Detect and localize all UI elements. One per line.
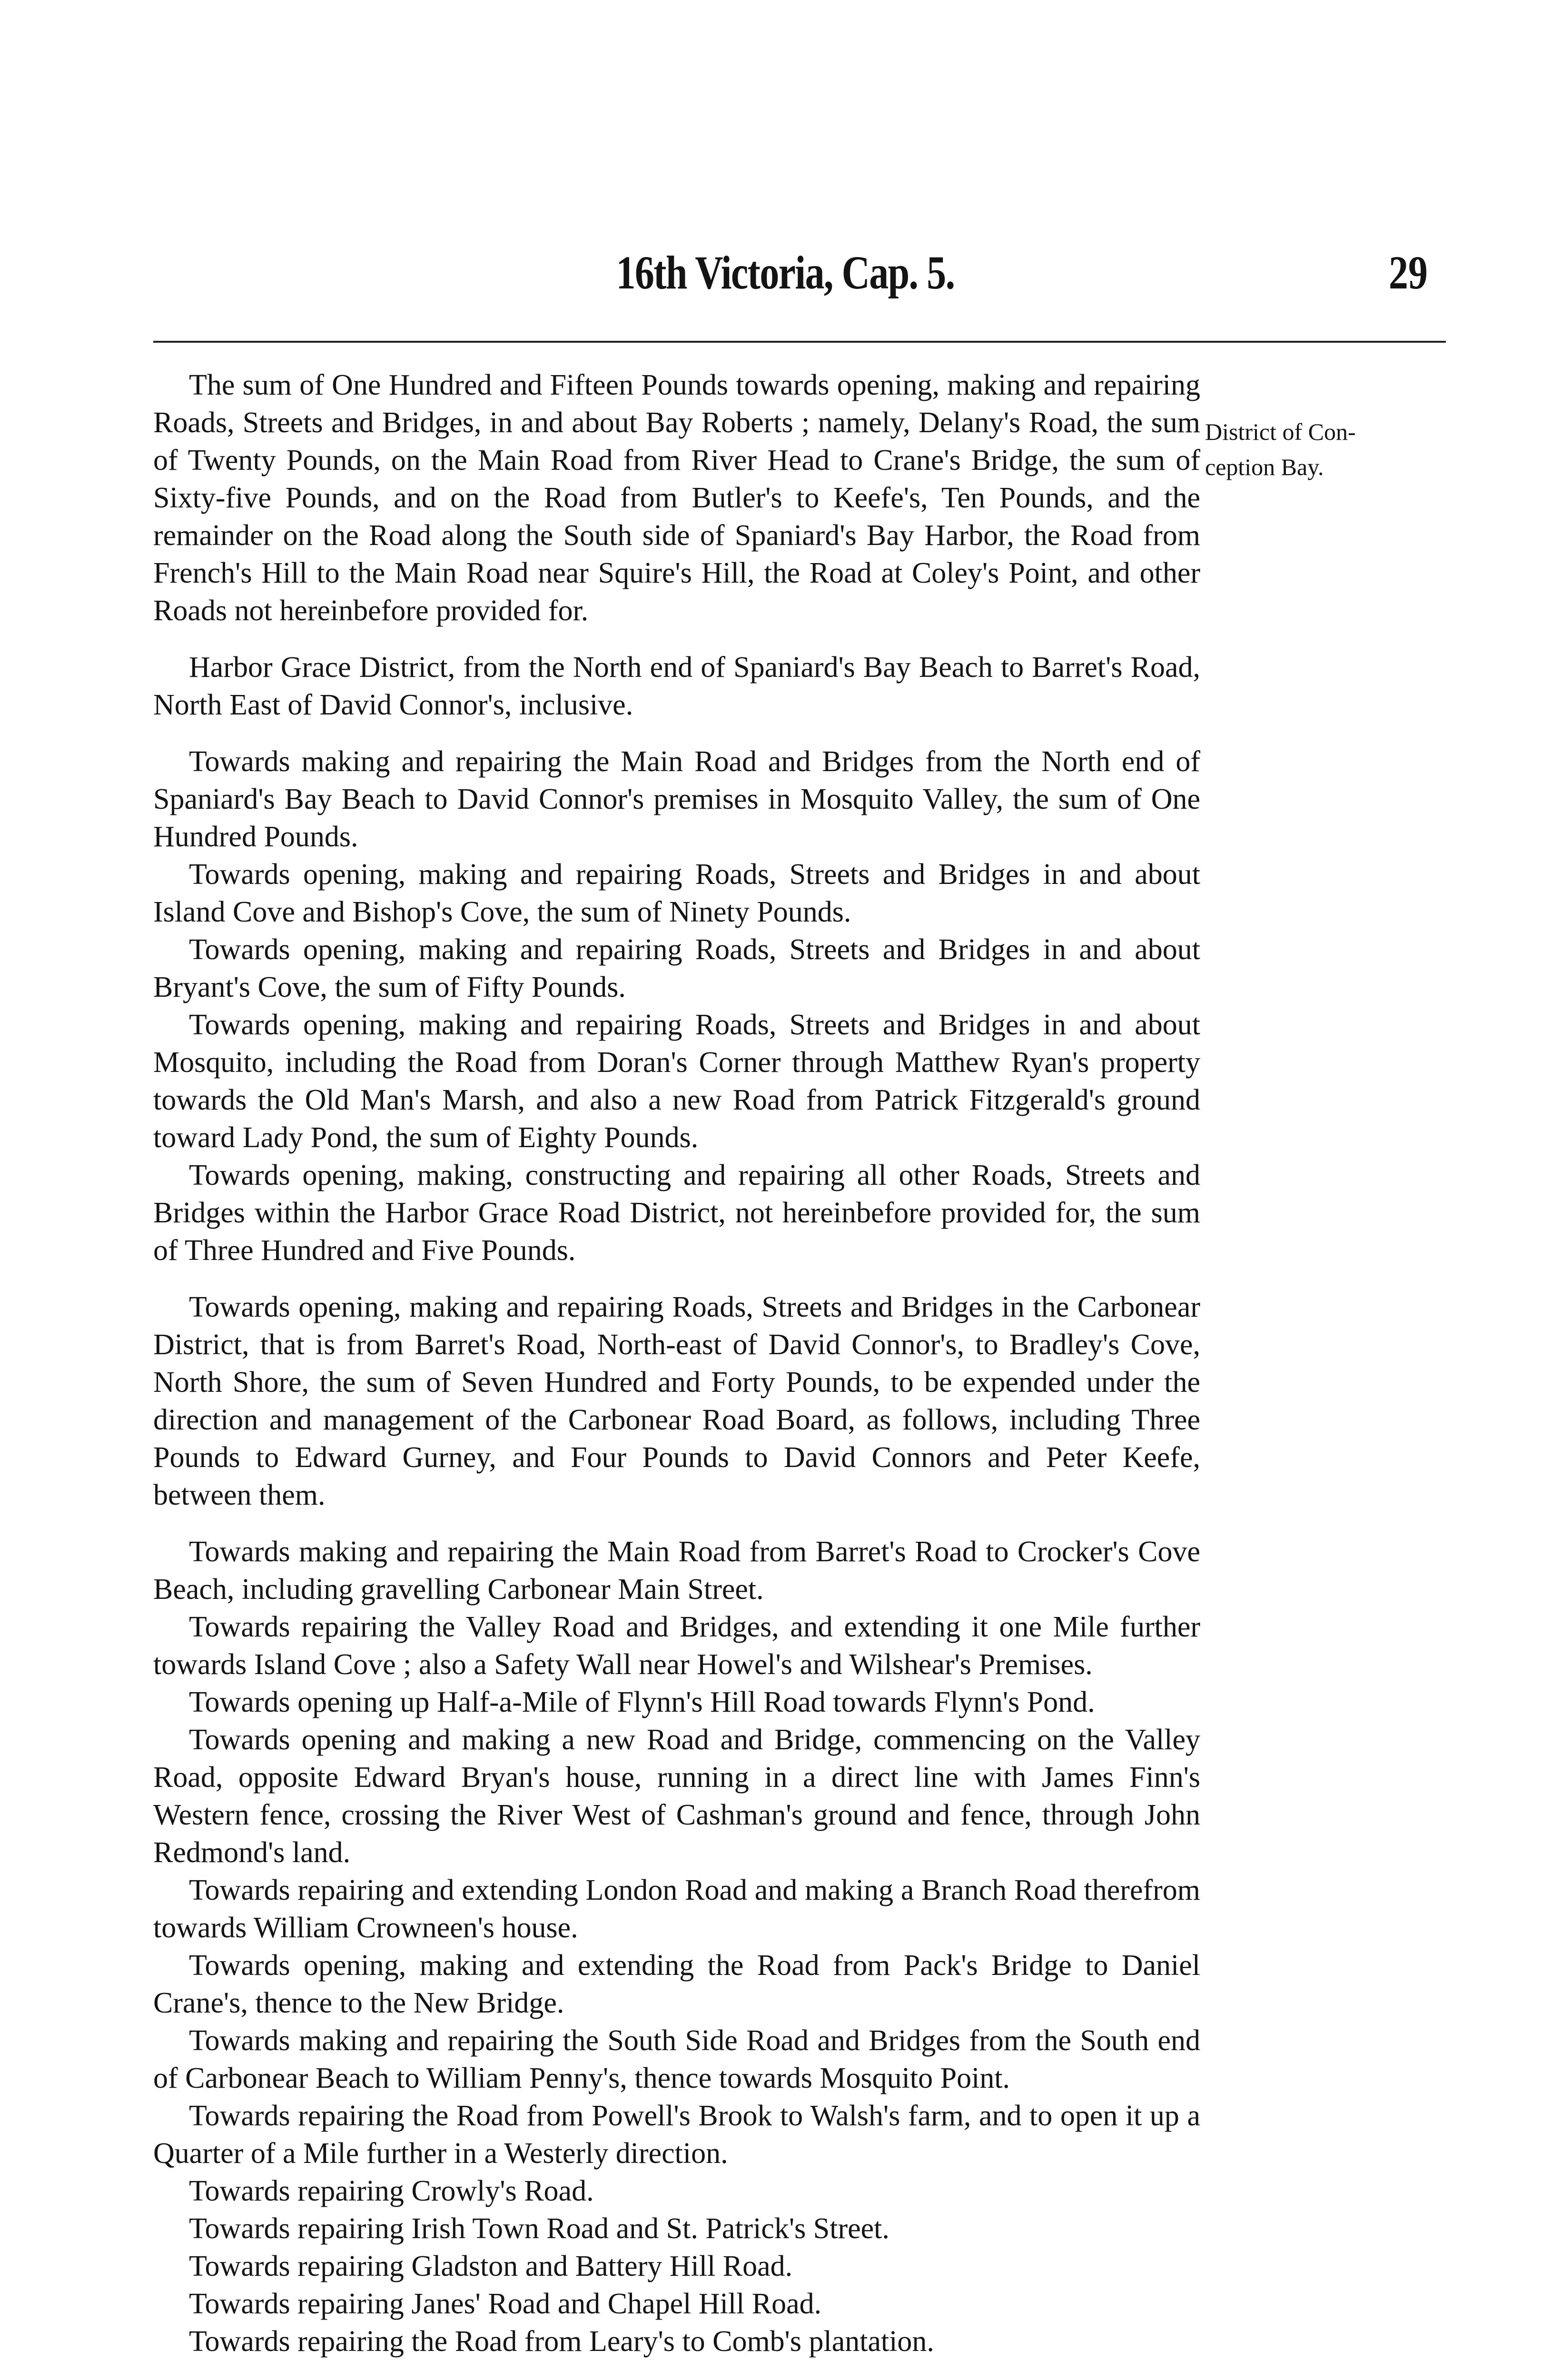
- paragraph-crowlys-road: Towards repairing Crowly's Road.: [189, 2175, 594, 2207]
- paragraph-new-road-bridge: Towards opening and making a new Road and Bridge, commencing on the Valley Road, opposite Edward Bryan's house, running in a direct line with James Finn's Western fence, crossing the River West of Cashman's ground and fence, through John Redmond's land.: [153, 1724, 1200, 1869]
- paragraph-bay-roberts: The sum of One Hundred and Fifteen Pounds towards opening, making and repairing Roads, Streets and Bridges, in and about Bay Roberts ; namely, Delany's Road, the sum of Twenty Pounds, on the Main Road from River Head to Crane's Bridge, the sum of Sixty-five Pounds, and on the Road from Butler's to Keefe's, Ten Pounds, and the remainder on the Road along the South side of Spaniard's Bay Harbor, the Road from French's Hill to the Main Road near Squire's Hill, the Road at Coley's Point, and other Roads not hereinbefore provided for.: [153, 369, 1200, 627]
- paragraph-valley-road: Towards repairing the Valley Road and Bridges, and extending it one Mile further towards Island Cove ; also a Safety Wall near Howel's and Wilshear's Premises.: [153, 1611, 1200, 1681]
- paragraph-harbor-grace-other-roads: Towards opening, making, constructing and repairing all other Roads, Streets and Bridges within the Harbor Grace Road District, not hereinbefore provided for, the sum of Three Hundred and Five Pounds.: [153, 1159, 1200, 1267]
- body-text: [153, 367, 1200, 2360]
- paragraph-irish-town-road: Towards repairing Irish Town Road and St. Patrick's Street.: [189, 2212, 889, 2245]
- paragraph-main-road-mosquito-valley: Towards making and repairing the Main Road and Bridges from the North end of Spaniard's Bay Beach to David Connor's premises in Mosquito Valley, the sum of One Hundred Pounds.: [153, 745, 1200, 853]
- paragraph-learys-road: Towards repairing the Road from Leary's to Comb's plantation.: [189, 2325, 934, 2358]
- paragraph-island-cove: Towards opening, making and repairing Roads, Streets and Bridges in and about Island Cove and Bishop's Cove, the sum of Ninety Pounds.: [153, 858, 1200, 928]
- paragraph-flynns-hill: Towards opening up Half-a-Mile of Flynn's Hill Road towards Flynn's Pond.: [189, 1686, 1095, 1718]
- paragraph-powells-brook: Towards repairing the Road from Powell's Brook to Walsh's farm, and to open it up a Quarter of a Mile further in a Westerly direction.: [153, 2100, 1200, 2170]
- paragraph-south-side-road: Towards making and repairing the South Side Road and Bridges from the South end of Carbonear Beach to William Penny's, thence towards Mosquito Point.: [153, 2024, 1200, 2094]
- paragraph-london-road: Towards repairing and extending London Road and making a Branch Road therefrom towards William Crowneen's house.: [153, 1874, 1200, 1944]
- paragraph-crockers-cove: Towards making and repairing the Main Road from Barret's Road to Crocker's Cove Beach, including gravelling Carbonear Main Street.: [153, 1536, 1200, 1606]
- paragraph-carbonear-district: Towards opening, making and repairing Roads, Streets and Bridges in the Carbonear District, that is from Barret's Road, North-east of David Connor's, to Bradley's Cove, North Shore, the sum of Seven Hundred and Forty Pounds, to be expended under the direction and management of the Carbonear Road Board, as follows, including Three Pounds to Edward Gurney, and Four Pounds to David Connors and Peter Keefe, between them.: [153, 1291, 1200, 1511]
- paragraph-bryants-cove: Towards opening, making and repairing Roads, Streets and Bridges in and about Bryant's Cove, the sum of Fifty Pounds.: [153, 933, 1200, 1003]
- margin-note: [1205, 414, 1362, 485]
- paragraph-packs-bridge: Towards opening, making and extending the Road from Pack's Bridge to Daniel Crane's, thence to the New Bridge.: [153, 1949, 1200, 2019]
- margin-note-line-1: District of Con-: [1205, 418, 1356, 445]
- margin-note-line-2: ception Bay.: [1205, 454, 1324, 480]
- paragraph-janes-road: Towards repairing Janes' Road and Chapel Hill Road.: [189, 2288, 822, 2320]
- running-header-title: 16th Victoria, Cap. 5.: [616, 246, 955, 299]
- paragraph-mosquito: Towards opening, making and repairing Roads, Streets and Bridges in and about Mosquito, including the Road from Doran's Corner through Matthew Ryan's property towards the Old Man's Marsh, and also a new Road from Patrick Fitzgerald's ground toward Lady Pond, the sum of Eighty Pounds.: [153, 1009, 1200, 1154]
- header-rule: [153, 341, 1446, 343]
- paragraph-gladston-road: Towards repairing Gladston and Battery Hill Road.: [189, 2250, 793, 2282]
- paragraph-harbor-grace-district: Harbor Grace District, from the North end of Spaniard's Bay Beach to Barret's Road, North East of David Connor's, inclusive.: [153, 651, 1200, 721]
- page-number: 29: [1389, 246, 1428, 299]
